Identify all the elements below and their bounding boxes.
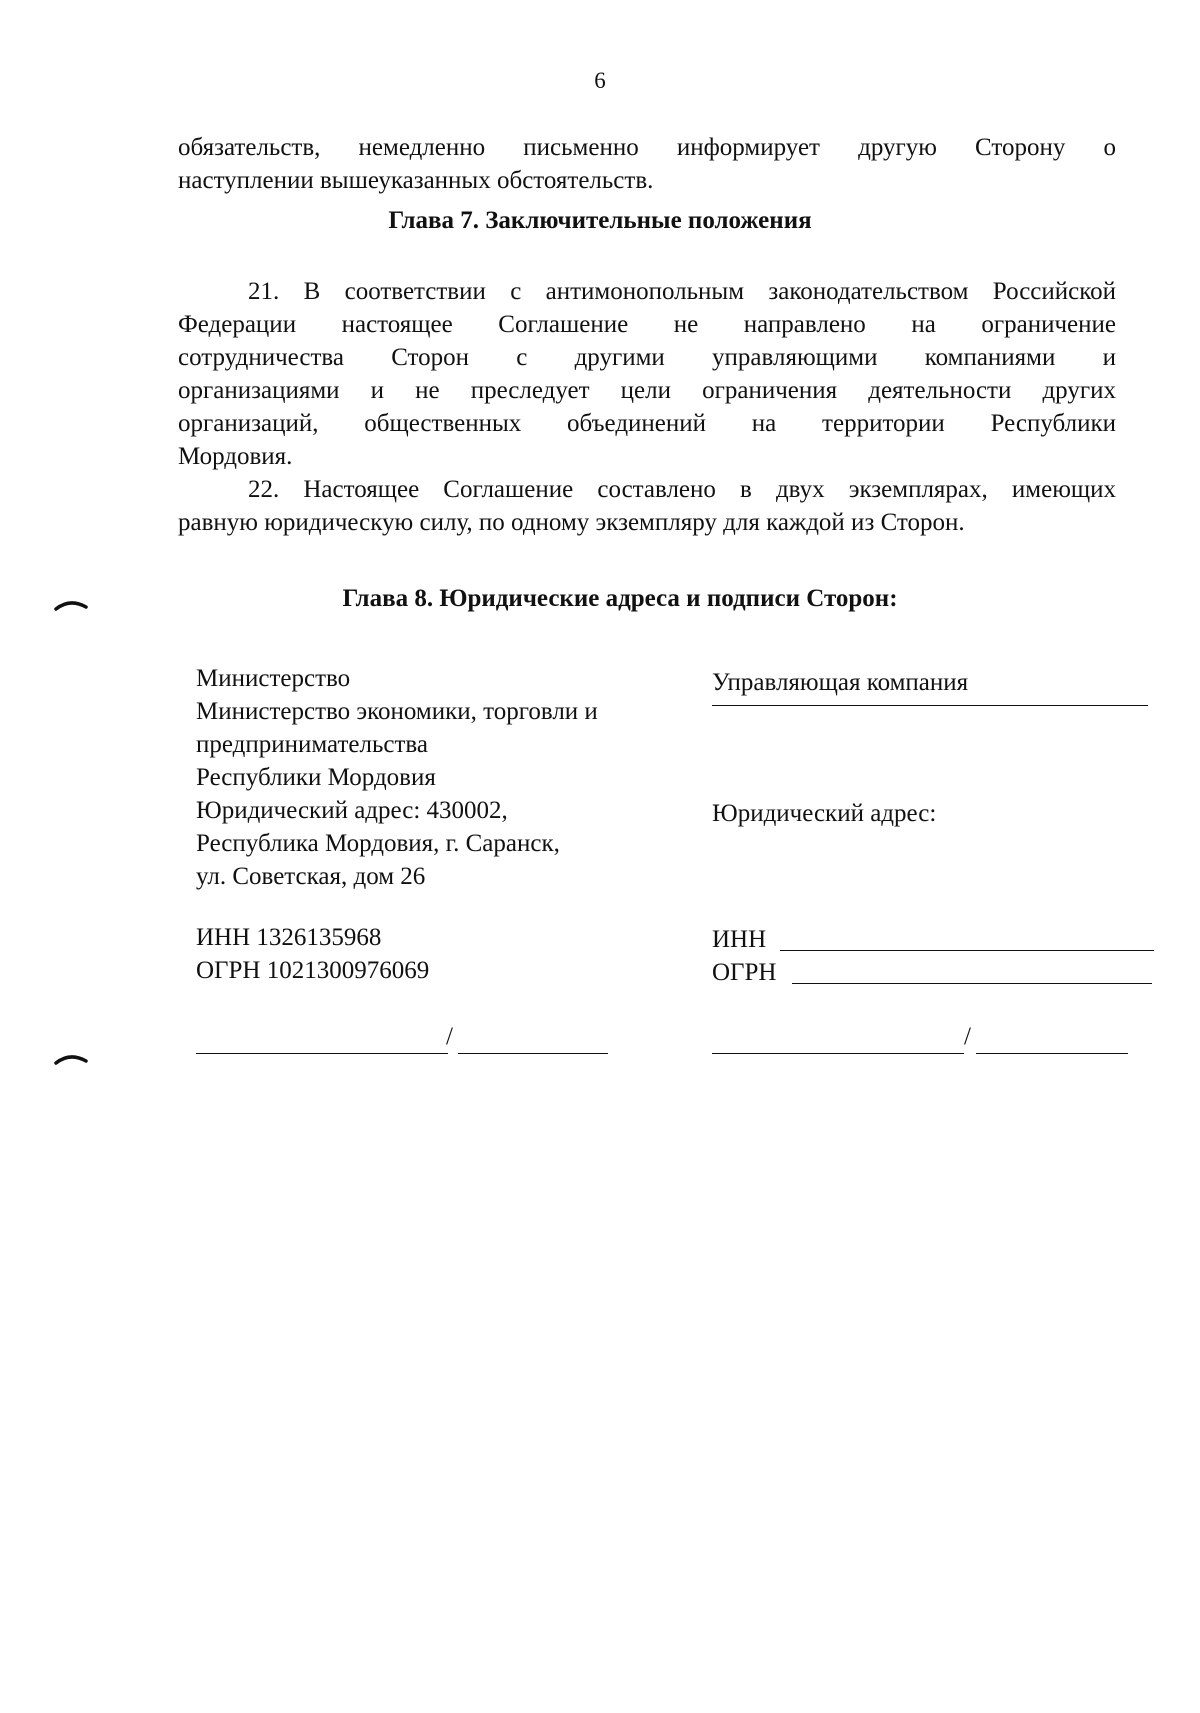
paragraph-22 [178,473,1116,539]
left-party-line-5: Юридический адрес: 430002, [196,797,508,824]
left-signature-slash: / [446,1023,453,1050]
right-signature-line [712,1025,1128,1055]
intro-line-2: наступлении вышеуказанных обстоятельств. [178,167,654,194]
right-party-name-line [712,699,1172,732]
right-signature-blank [712,1025,964,1054]
left-signature-blank [196,1025,448,1054]
p22-line-1: 22. Настоящее Соглашение составлено в двух экземплярах, имеющих [248,476,1116,503]
left-party-block [196,662,676,893]
left-party-inn: ИНН 1326135968 [196,924,382,951]
left-party-ogrn: ОГРН 1021300976069 [196,957,430,984]
left-signature-line [196,1025,608,1055]
page-number: 6 [594,68,606,93]
chapter-8-heading: Глава 8. Юридические адреса и подписи Сторон: [342,585,898,612]
p21-line-5: организаций, общественных объединений на территории Республики [178,410,1116,437]
binder-hole-mark-icon [54,1052,88,1066]
right-party-inn-row [712,923,1172,956]
left-party-line-4: Республики Мордовия [196,764,436,791]
right-signature-slash: / [964,1023,971,1050]
p21-line-3: сотрудничества Сторон с другими управляющими компаниями и [178,344,1116,371]
left-signature-name-blank [458,1025,608,1054]
left-party-line-1: Министерство [196,665,351,692]
left-party-line-6: Республика Мордовия, г. Саранск, [196,830,560,857]
p21-line-1: 21. В соответствии с антимонопольным законодательством Российской [248,278,1116,305]
chapter-7-heading: Глава 7. Заключительные положения [388,207,812,234]
right-party-ogrn-blank [792,956,1152,984]
left-party-registration [196,921,676,987]
left-party-line-3: предпринимательства [196,731,428,758]
paragraph-21 [178,275,1116,473]
right-signature-name-blank [976,1025,1128,1054]
intro-paragraph [178,131,1116,197]
right-party-block [712,666,1172,732]
right-party-ogrn-label: ОГРН [712,959,777,986]
intro-line-1: обязательств, немедленно письменно информирует другую Сторону о [178,134,1116,161]
right-party-inn-blank [780,923,1154,951]
right-party-inn-label: ИНН [712,926,767,953]
right-party-address: Юридический адрес: [712,800,937,827]
right-party-title: Управляющая компания [712,669,969,696]
p21-line-4: организациями и не преследует цели ограничения деятельности других [178,377,1116,404]
binder-hole-mark-icon [54,598,88,612]
right-party-registration [712,923,1172,989]
p22-line-2: равную юридическую силу, по одному экземпляру для каждой из Сторон. [178,509,965,536]
p21-line-6: Мордовия. [178,443,293,470]
p21-line-2: Федерации настоящее Соглашение не направлено на ограничение [178,311,1116,338]
right-party-ogrn-row [712,956,1172,989]
left-party-line-7: ул. Советская, дом 26 [196,863,426,890]
left-party-line-2: Министерство экономики, торговли и [196,698,598,725]
right-party-name-blank [712,705,1148,706]
